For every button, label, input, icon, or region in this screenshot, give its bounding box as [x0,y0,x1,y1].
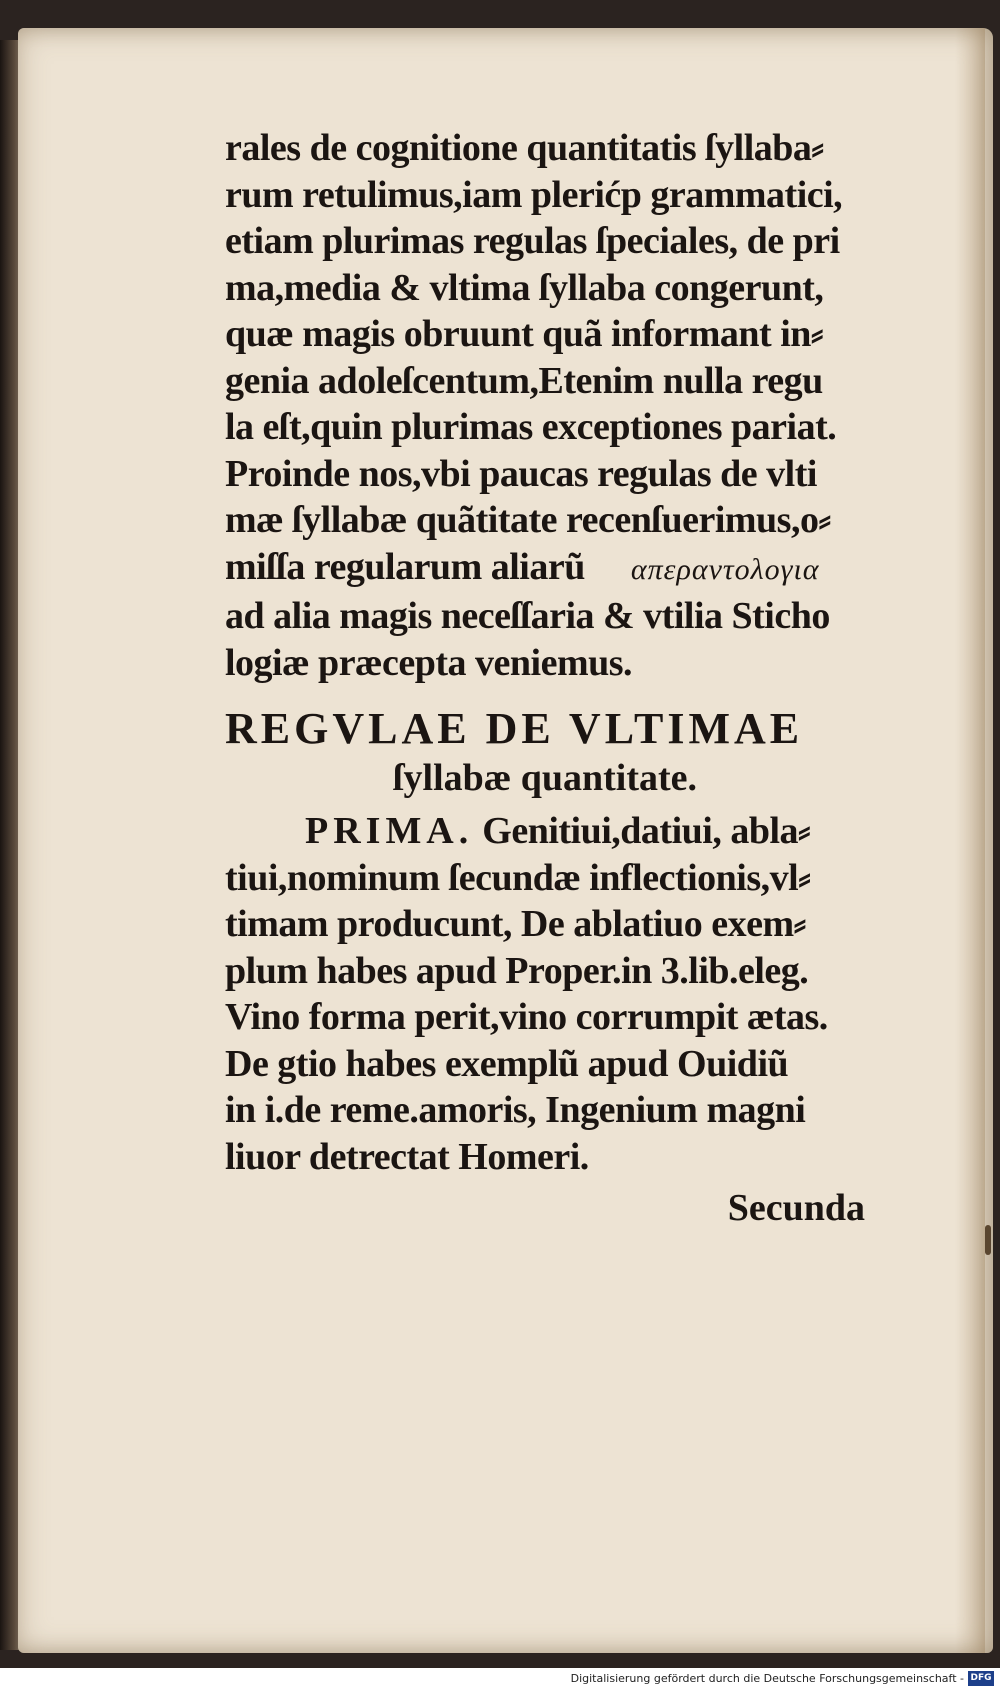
text-line-with-greek [225,544,925,594]
text-line: tiui,nominum ſecundæ inflectionis,vl⸗ [225,856,811,899]
section-subheading: ſyllabæ quantitate. [392,757,698,799]
text-line: Vino forma perit,vino corrumpit ætas. [225,996,828,1038]
catchword: Secunda [727,1187,865,1229]
text-line: etiam plurimas regulas ſpeciales, de pri [225,220,840,262]
text-fragment: Genitiui,datiui, abla⸗ [482,810,811,852]
page-edge-shadow [955,28,985,1653]
dfg-logo-icon: DFG [968,1671,994,1686]
page-text [225,125,925,1236]
text-line: logiæ præcepta veniemus. [225,641,633,684]
text-line: rum retulimus,iam plerićp grammatici, [225,173,843,216]
text-line: plum habes apud Proper.in 3.lib.eleg. [225,949,809,992]
text-line: quæ magis obruunt quã informant in⸗ [225,313,824,355]
text-line: ma,media & vltima ſyllaba congerunt, [225,266,824,309]
rule-first-line [225,808,925,855]
footer-bar [0,1668,1000,1695]
text-line: rales de cognitione quantitatis ſyllaba⸗ [225,127,824,169]
text-line: Proinde nos,vbi paucas regulas de vlti [225,452,817,495]
rule-label: PRIMA. [305,810,474,852]
text-line: la eſt,quin plurimas exceptiones pariat. [225,406,837,448]
section-heading: REGVLAE DE VLTIMAE [225,704,804,753]
text-fragment: miſſa regularum aliarũ [225,545,585,588]
text-line: timam producunt, De ablatiuo exem⸗ [225,903,806,945]
text-line: genia adoleſcentum,Etenim nulla regu [225,359,823,402]
text-line: De gtio habes exemplũ apud Ouidiũ [225,1042,789,1085]
text-line: in i.de reme.amoris, Ingenium magni [225,1089,806,1131]
text-line: mæ ſyllabæ quãtitate recenſuerimus,o⸗ [225,499,831,541]
greek-word: απεραντολογια [630,552,820,586]
funding-credit: Digitalisierung gefördert durch die Deutsche Forschungsgemeinschaft - [570,1672,964,1685]
page-edge-mark [985,1225,991,1255]
text-line: liuor detrectat Homeri. [225,1135,589,1178]
text-line: ad alia magis neceſſaria & vtilia Sticho [225,595,830,637]
